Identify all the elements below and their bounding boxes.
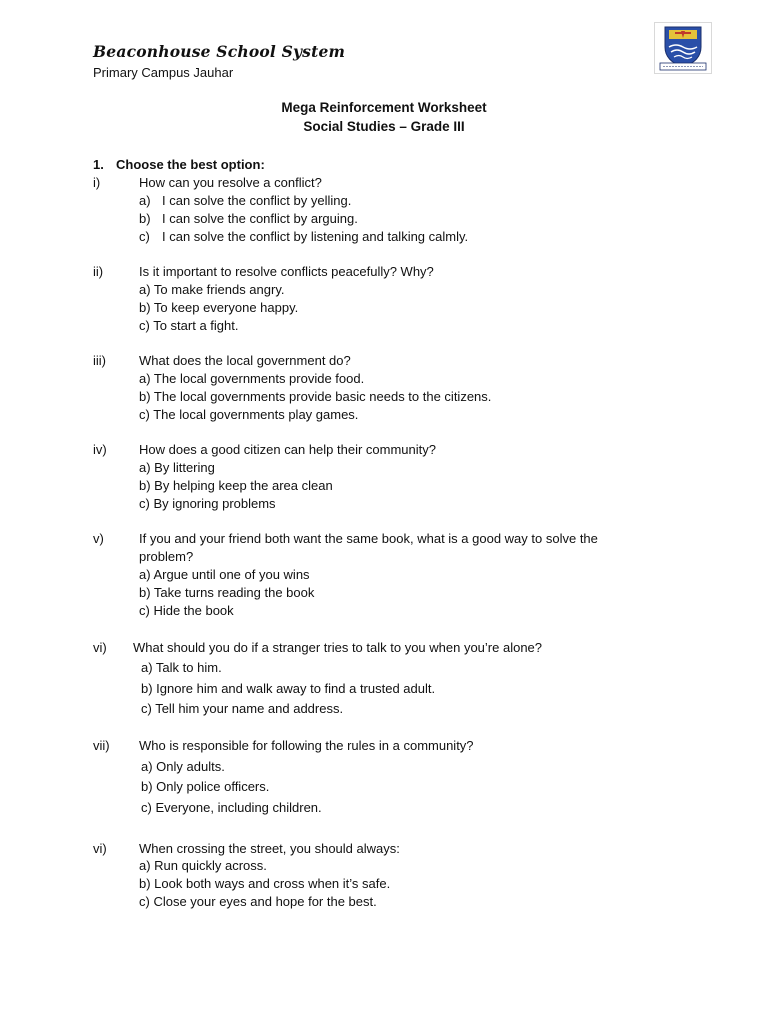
question-number: ii) xyxy=(93,264,104,279)
option: a) Talk to him. xyxy=(141,660,222,675)
option xyxy=(139,193,351,209)
section-heading xyxy=(93,157,265,172)
option: a) The local governments provide food. xyxy=(139,371,365,386)
option-label: c) xyxy=(139,229,150,244)
question-number: v) xyxy=(93,531,104,546)
option-text: I can solve the conflict by yelling. xyxy=(162,193,352,208)
question-number: vi) xyxy=(93,640,107,655)
option xyxy=(139,211,358,227)
option: c) Hide the book xyxy=(139,603,234,618)
option: c) The local governments play games. xyxy=(139,407,359,422)
option-label: b) xyxy=(139,211,151,226)
question-text: What should you do if a stranger tries to talk to you when you’re alone? xyxy=(133,640,543,655)
question-text: Who is responsible for following the rules in a community? xyxy=(139,738,474,753)
section-number: 1. xyxy=(93,157,104,172)
option: b) To keep everyone happy. xyxy=(139,300,299,315)
question-text: If you and your friend both want the same book, what is a good way to solve the xyxy=(139,531,598,546)
option: a) Only adults. xyxy=(141,759,225,774)
worksheet-title: Mega Reinforcement Worksheet xyxy=(281,100,487,115)
campus-name: Primary Campus Jauhar xyxy=(93,65,234,80)
section-heading-text: Choose the best option: xyxy=(116,157,265,172)
option: b) By helping keep the area clean xyxy=(139,478,333,493)
option: a) By littering xyxy=(139,460,215,475)
option: c) Tell him your name and address. xyxy=(141,701,344,716)
question-text: How can you resolve a conflict? xyxy=(139,175,322,190)
option: a) Argue until one of you wins xyxy=(139,567,310,582)
option: c) To start a fight. xyxy=(139,318,239,333)
option-text: I can solve the conflict by arguing. xyxy=(162,211,358,226)
worksheet-subtitle: Social Studies – Grade III xyxy=(303,119,465,134)
option: b) Only police officers. xyxy=(141,779,270,794)
question-number: vii) xyxy=(93,738,110,753)
question-number: iii) xyxy=(93,353,106,368)
option: c) By ignoring problems xyxy=(139,496,276,511)
question-text: When crossing the street, you should always: xyxy=(139,841,400,856)
option: b) Take turns reading the book xyxy=(139,585,315,600)
question-text: What does the local government do? xyxy=(139,353,351,368)
question-text: Is it important to resolve conflicts peacefully? Why? xyxy=(139,264,434,279)
question-number: iv) xyxy=(93,442,107,457)
school-name: Beaconhouse School System xyxy=(93,42,346,61)
option: c) Close your eyes and hope for the best. xyxy=(139,894,377,909)
option-label: a) xyxy=(139,193,151,208)
option: b) Ignore him and walk away to find a trusted adult. xyxy=(141,681,436,696)
school-logo xyxy=(654,22,712,74)
question-text-continued: problem? xyxy=(139,549,194,564)
question-text: How does a good citizen can help their community? xyxy=(139,442,436,457)
option xyxy=(139,229,468,245)
option: b) The local governments provide basic needs to the citizens. xyxy=(139,389,492,404)
option: b) Look both ways and cross when it’s safe. xyxy=(139,876,391,891)
option: a) Run quickly across. xyxy=(139,858,267,873)
option: a) To make friends angry. xyxy=(139,282,285,297)
question-number: vi) xyxy=(93,841,107,856)
option-text: I can solve the conflict by listening and talking calmly. xyxy=(162,229,469,244)
option: c) Everyone, including children. xyxy=(141,800,322,815)
question-number: i) xyxy=(93,175,101,190)
